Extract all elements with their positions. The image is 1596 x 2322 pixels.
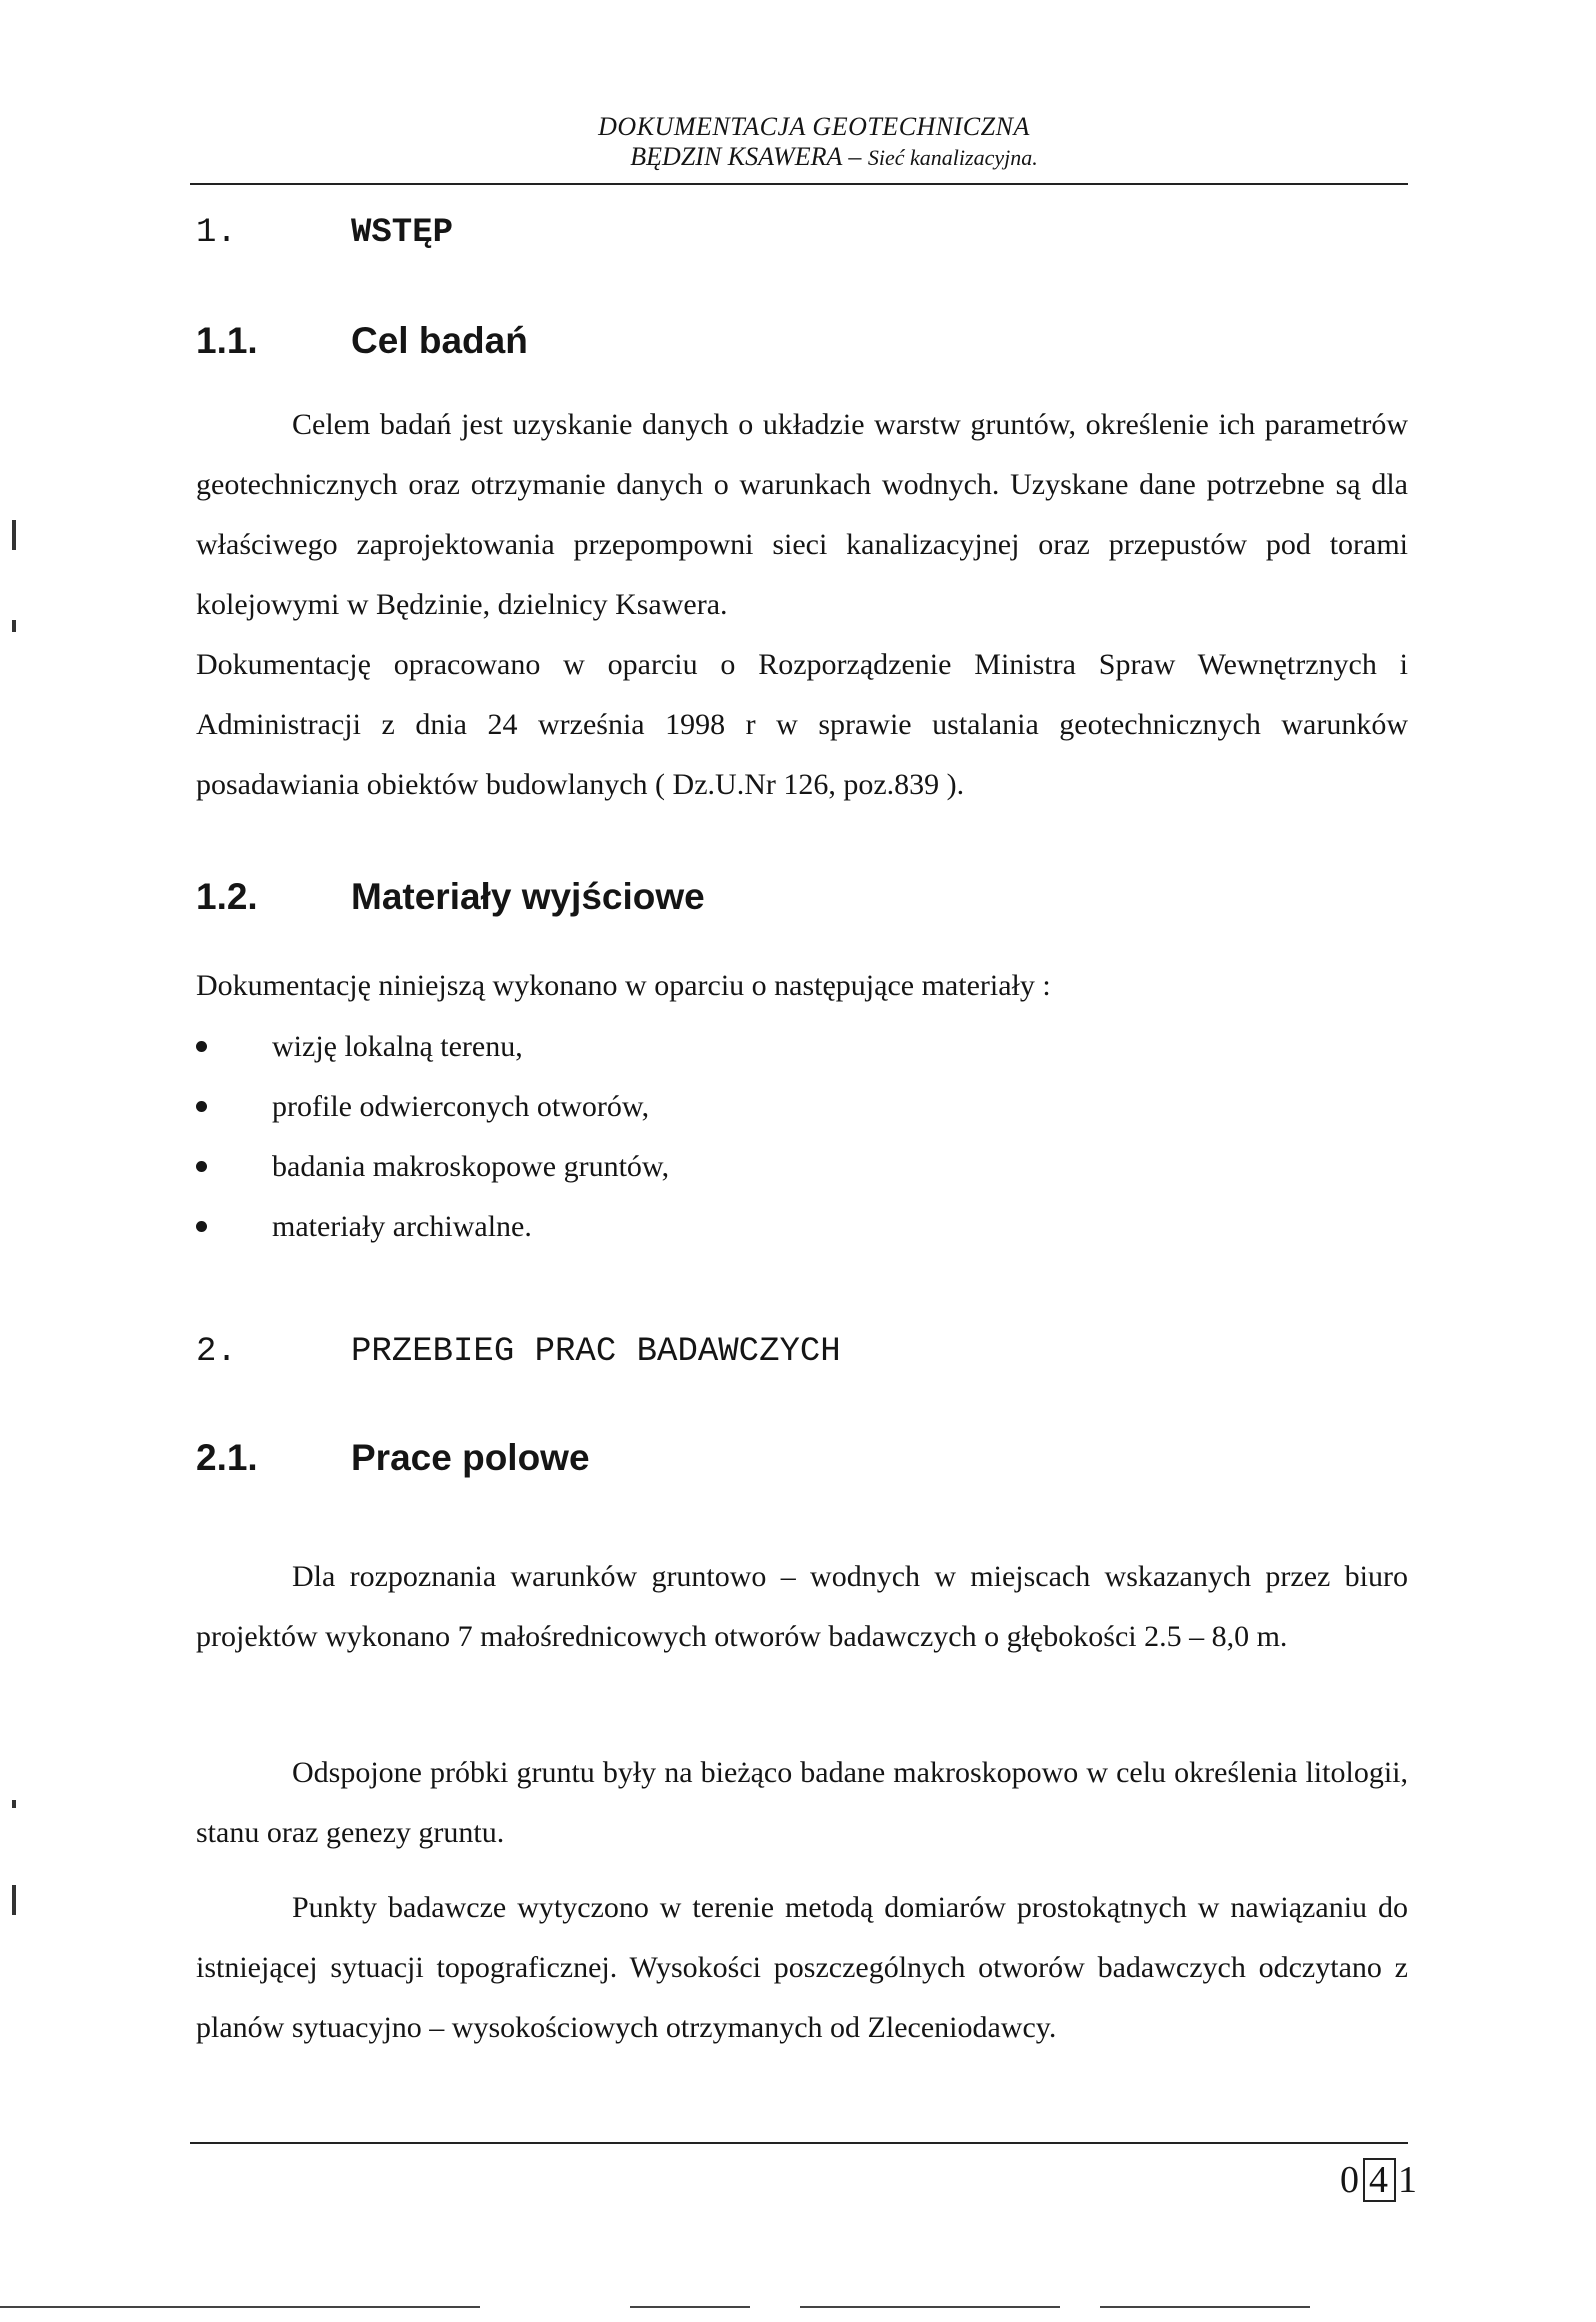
paragraph-text: Odspojone próbki gruntu były na bieżąco badane makroskopowo w celu określenia litologii, stanu oraz genezy gruntu. — [196, 1756, 1408, 1849]
paragraph-fieldwork — [196, 1547, 1408, 1667]
page-number-prefix: 0 — [1340, 2159, 1361, 2201]
list-item-text: profile odwierconych otworów, — [272, 1090, 650, 1123]
section-title: WSTĘP — [351, 214, 454, 252]
paragraph-text: Dokumentację opracowano w oparciu o Rozporządzenie Ministra Spraw Wewnętrznych i Administracji z dnia 24 września 1998 r w sprawie ustalania geotechnicznych warunków posadawiania obiektów budowlanych ( Dz.U.Nr 126, poz.839 ). — [196, 648, 1408, 801]
scan-line — [800, 2306, 1060, 2308]
bullet-icon — [196, 1161, 207, 1172]
subsection-heading-1-1 — [196, 320, 528, 362]
section-title: PRZEBIEG PRAC BADAWCZYCH — [351, 1333, 841, 1371]
subsection-number: 1.1. — [196, 320, 258, 361]
subsection-number: 1.2. — [196, 876, 258, 917]
list-item — [196, 1137, 669, 1197]
list-item-text: materiały archiwalne. — [272, 1210, 532, 1243]
list-item — [196, 1197, 669, 1257]
paragraph-text: Dokumentację niniejszą wykonano w oparciu o następujące materiały : — [196, 969, 1051, 1002]
subsection-title: Prace polowe — [351, 1437, 590, 1478]
scan-line — [630, 2306, 750, 2308]
bullet-icon — [196, 1221, 207, 1232]
paragraph-survey-points — [196, 1878, 1408, 2058]
paragraph-text: Punkty badawcze wytyczono w terenie metodą domiarów prostokątnych w nawiązaniu do istniejącej sytuacji topograficznej. Wysokości poszczególnych otworów badawczych odczytano z planów sytuacyjno – wysokościowych otrzymanych od Zleceniodawcy. — [196, 1891, 1408, 2044]
scan-line — [0, 2306, 480, 2308]
section-number: 1. — [196, 214, 237, 252]
materials-list — [196, 1017, 669, 1257]
list-item-text: wizję lokalną terenu, — [272, 1030, 523, 1063]
document-header — [190, 112, 1408, 173]
section-number: 2. — [196, 1333, 237, 1371]
subsection-heading-2-1 — [196, 1437, 590, 1479]
page-number-boxed: 4 — [1363, 2158, 1396, 2202]
paragraph-legal-basis — [196, 635, 1408, 815]
section-heading-2 — [196, 1333, 841, 1371]
section-heading-1 — [196, 214, 453, 252]
list-item-text: badania makroskopowe gruntów, — [272, 1150, 670, 1183]
paragraph-text: Celem badań jest uzyskanie danych o układzie warstw gruntów, określenie ich parametrów geotechnicznych oraz otrzymanie danych o warunkach wodnych. Uzyskane dane potrzebne są dla właściwego zaprojektowania przepompowni sieci kanalizacyjnej oraz przepustów pod torami kolejowymi w Będzinie, dzielnicy Ksawera. — [196, 408, 1408, 621]
paragraph-purpose — [196, 395, 1408, 635]
subsection-heading-1-2 — [196, 876, 705, 918]
subsection-number: 2.1. — [196, 1437, 258, 1478]
scan-mark — [12, 520, 16, 550]
header-location: BĘDZIN KSAWERA – — [630, 142, 868, 171]
bullet-icon — [196, 1101, 207, 1112]
scan-line — [1100, 2306, 1310, 2308]
page-number — [1340, 2158, 1419, 2202]
list-item — [196, 1017, 669, 1077]
header-subtitle — [190, 142, 1408, 173]
scan-mark — [12, 1885, 16, 1915]
footer-rule — [190, 2142, 1408, 2144]
page-number-suffix: 1 — [1398, 2159, 1419, 2201]
list-item — [196, 1077, 669, 1137]
scan-mark — [12, 620, 16, 632]
subsection-title: Cel badań — [351, 320, 528, 361]
header-topic: Sieć kanalizacyjna. — [867, 145, 1038, 170]
header-title: DOKUMENTACJA GEOTECHNICZNA — [598, 112, 1030, 141]
paragraph-samples — [196, 1743, 1408, 1863]
bullet-icon — [196, 1041, 207, 1052]
paragraph-text: Dla rozpoznania warunków gruntowo – wodnych w miejscach wskazanych przez biuro projektów wykonano 7 małośrednicowych otworów badawczych o głębokości 2.5 – 8,0 m. — [196, 1560, 1408, 1653]
paragraph-materials-intro — [196, 956, 1408, 1016]
scan-mark — [12, 1800, 16, 1808]
header-rule — [190, 183, 1408, 185]
subsection-title: Materiały wyjściowe — [351, 876, 705, 917]
